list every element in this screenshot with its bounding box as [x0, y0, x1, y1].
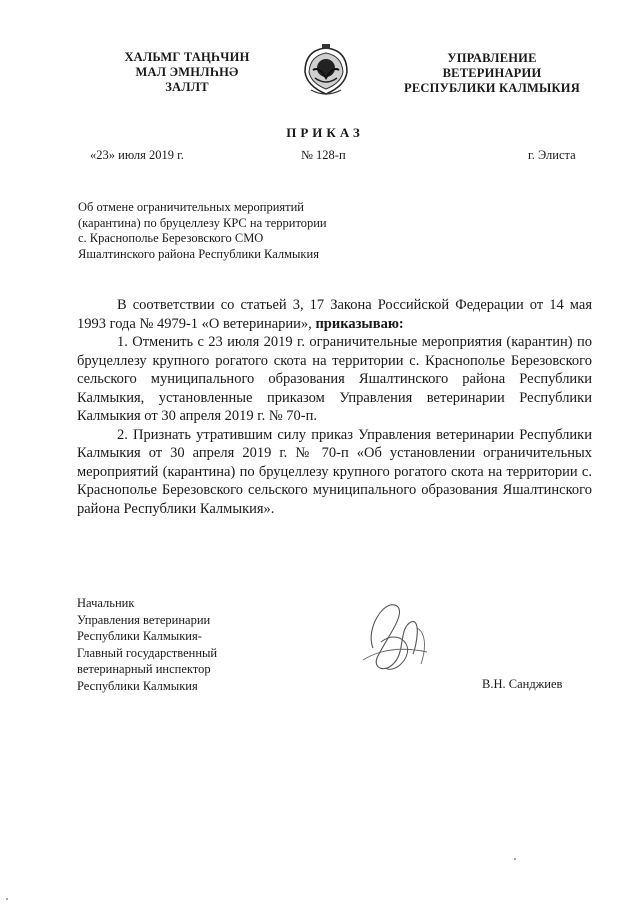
body-intro-bold: приказываю:: [315, 315, 404, 332]
body-item-1: 1. Отменить с 23 июля 2019 г. ограничительные мероприятия (карантин) по бруцеллезу крупного рогатого скота на территории с. Краснополье Березовского сельского муниципального образования Яшалтинского района Республики Калмыкия, установленные приказом Управления ветеринарии Республики Калмыкия от 30 апреля 2019 г. № 70-п.: [77, 334, 592, 424]
document-body: [77, 296, 592, 518]
header-left-line: ХАЛЬМГ ТАҢҺЧИН: [124, 50, 250, 64]
scan-speck: [6, 898, 8, 900]
header-right-line: ВЕТЕРИНАРИИ: [442, 66, 542, 80]
header-left-org-name: [92, 50, 282, 95]
signer-position-line: Управления ветеринарии: [77, 612, 211, 627]
handwritten-signature-icon: [355, 588, 445, 688]
signer-position-line: Начальник: [77, 596, 135, 610]
signer-position-line: Главный государственный: [77, 645, 218, 660]
signer-position-line: ветеринарный инспектор: [77, 662, 211, 676]
document-city: г. Элиста: [528, 148, 576, 162]
header-right-line: РЕСПУБЛИКИ КАЛМЫКИЯ: [404, 81, 580, 95]
subject-line: с. Краснополье Березовского СМО: [78, 231, 264, 245]
document-title: ПРИКАЗ: [286, 125, 364, 140]
body-item-2: 2. Признать утратившим силу приказ Управления ветеринарии Республики Калмыкия от 30 апреля 2019 г. № 70-п «Об установлении ограничительных мероприятий (карантина) по бруцеллезу крупного рогатого скота на территории с. Краснополье Березовского сельского муниципального образования Яшалтинского района Республики Калмыкия».: [77, 426, 592, 517]
header-right-line: УПРАВЛЕНИЕ: [447, 51, 537, 65]
kalmykia-coat-of-arms-icon: [301, 42, 351, 100]
body-intro-text: В соответствии со статьей 3, 17 Закона Российской Федерации от 14 мая 1993 года № 4979-1 «О ветеринарии»,: [77, 297, 592, 332]
signer-position-line: Республики Калмыкия-: [77, 629, 202, 643]
document-number: № 128-п: [301, 148, 346, 162]
body-intro: [77, 296, 592, 333]
subject-line: (карантина) по бруцеллезу КРС на территории: [78, 215, 327, 230]
subject-line: Яшалтинского района Республики Калмыкия: [78, 246, 319, 261]
document-date: «23» июля 2019 г.: [90, 148, 184, 162]
scan-speck: [514, 858, 516, 860]
header-left-line: ЗАЛЛТ: [165, 80, 209, 94]
header-right-org-name: [392, 51, 592, 96]
document-subject: [78, 200, 408, 262]
header-left-line: МАЛ ЭМНЛҺНӘ: [135, 65, 239, 79]
signer-name: В.Н. Санджиев: [482, 677, 563, 691]
subject-line: Об отмене ограничительных мероприятий: [78, 200, 305, 214]
signer-position-line: Республики Калмыкия: [77, 678, 198, 693]
signer-position: [77, 595, 337, 694]
